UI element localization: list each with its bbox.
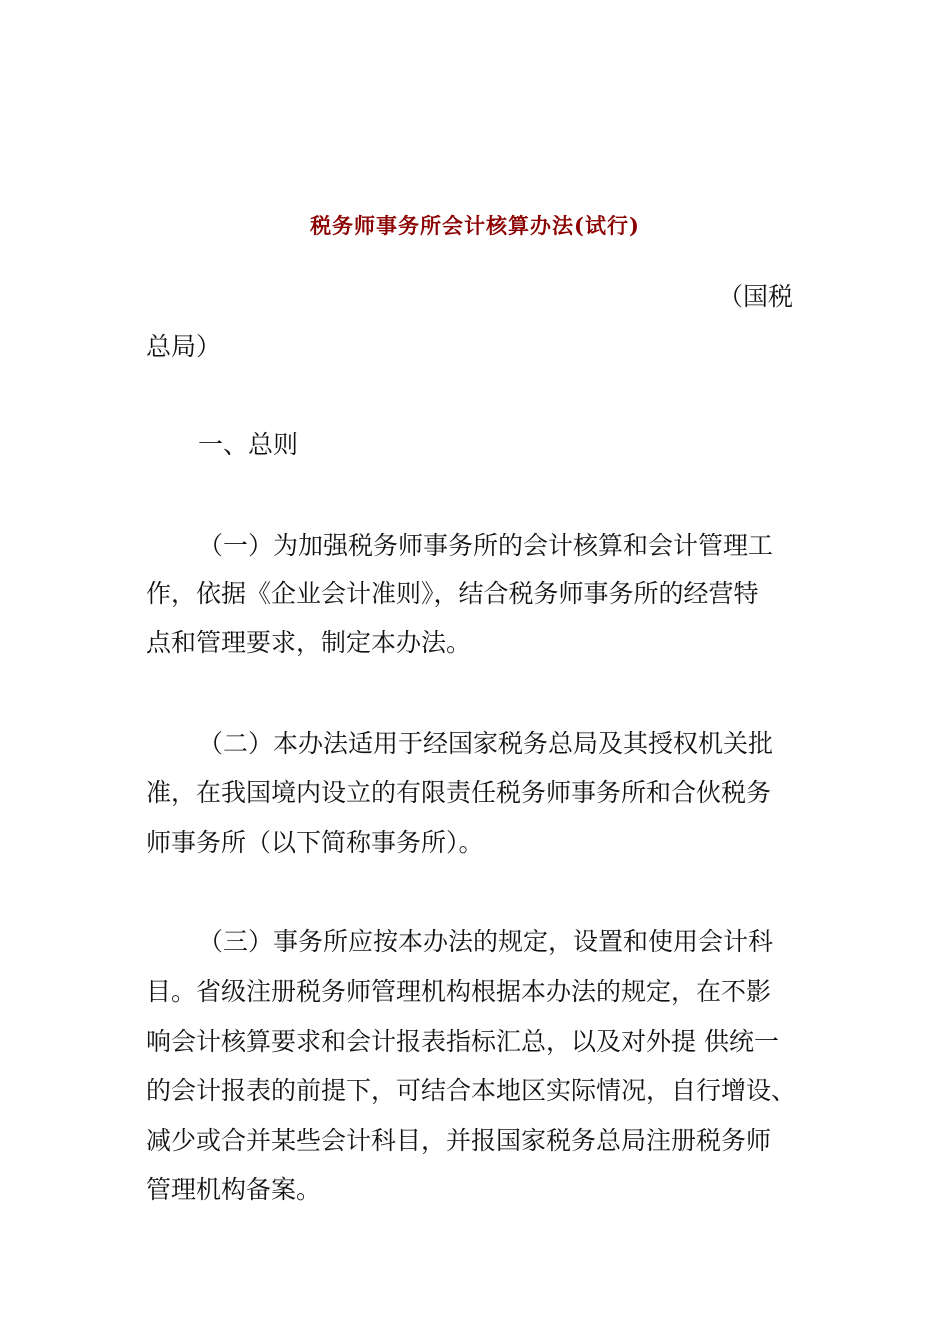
paragraph-2-line-3: 师事务所（以下简称事务所）。 bbox=[146, 828, 484, 857]
paragraph-3-line-1: （三）事务所应按本办法的规定，设置和使用会计科 bbox=[198, 927, 774, 956]
issuer-line-2: 总局） bbox=[146, 332, 222, 361]
paragraph-3-line-5: 减少或合并某些会计科目，并报国家税务总局注册税务师 bbox=[146, 1126, 772, 1155]
section-heading: 一、总则 bbox=[198, 430, 299, 459]
paragraph-3-line-3: 响会计核算要求和会计报表指标汇总，以及对外提 供统一 bbox=[146, 1027, 779, 1056]
paragraph-2-line-1: （二）本办法适用于经国家税务总局及其授权机关批 bbox=[198, 729, 774, 758]
paragraph-3-line-2: 目。省级注册税务师管理机构根据本办法的规定，在不影 bbox=[146, 977, 772, 1006]
paragraph-3-line-4: 的会计报表的前提下，可结合本地区实际情况，自行增设、 bbox=[146, 1076, 797, 1105]
issuer-line-1: （国税 bbox=[718, 282, 794, 311]
paragraph-3-line-6: 管理机构备案。 bbox=[146, 1175, 322, 1204]
paragraph-1-line-2: 作，依据《企业会计准则》，结合税务师事务所的经营特 bbox=[146, 579, 759, 608]
paragraph-2-line-2: 准，在我国境内设立的有限责任税务师事务所和合伙税务 bbox=[146, 778, 772, 807]
paragraph-1-line-1: （一）为加强税务师事务所的会计核算和会计管理工 bbox=[198, 531, 774, 560]
document-title: 税务师事务所会计核算办法(试行) bbox=[310, 213, 640, 238]
paragraph-1-line-3: 点和管理要求，制定本办法。 bbox=[146, 628, 472, 657]
